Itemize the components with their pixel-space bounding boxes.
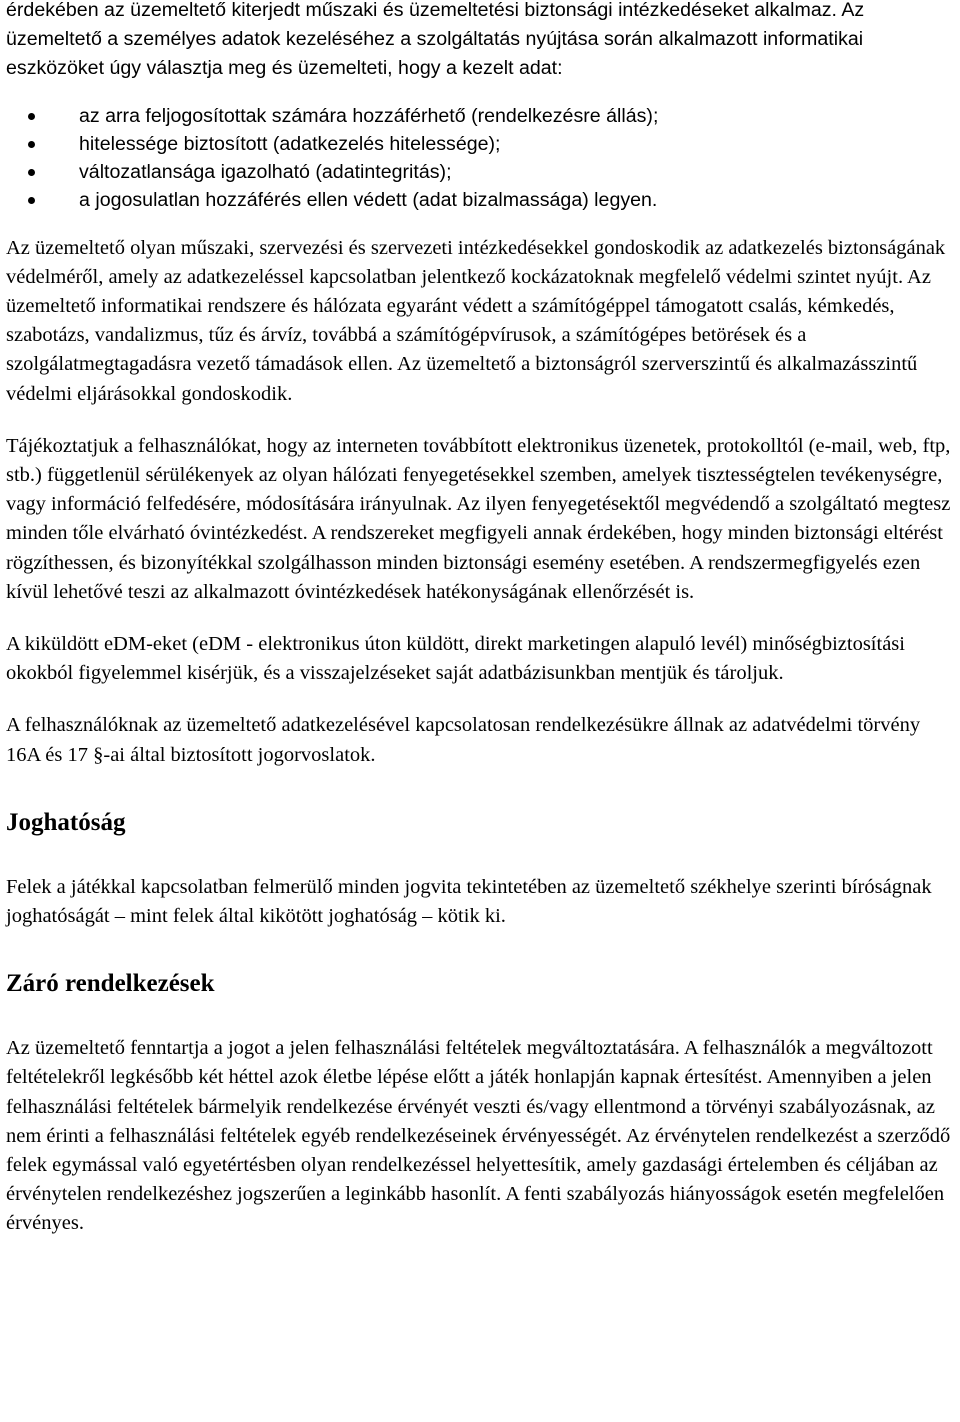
list-item-text: változatlansága igazolható (adatintegritás); [79,160,452,183]
jurisdiction-paragraph: Felek a játékkal kapcsolatban felmerülő minden jogvita tekintetében az üzemeltető székhelye szerinti bíróságnak joghatóságát – mint felek által kikötött joghatóság – kötik ki. [6,875,932,928]
list-item-text: hitelessége biztosított (adatkezelés hitelessége); [79,132,501,155]
final-provisions-paragraph: Az üzemeltető fenntartja a jogot a jelen felhasználási feltételek megváltoztatására. A felhasználók a megváltozott feltételekről legkésőbb két héttel azok életbe lépése előtt a játék honlapján kapnak értesítést. Amennyiben a jelen felhasználási feltételek bármelyik rendelkezése érvényét veszti és/vagy ellentmond a törvényi szabályozásnak, az nem érinti a felhasználási feltételek egyéb rendelkezéseinek érvényességét. Az érvénytelen rendelkezést a szerződő felek egymással való egyetértésben olyan rendelkezéssel helyettesítik, amely gazdasági értelemben és céljában az érvénytelen rendelkezéshez jogszerűen a leginkább hasonlít. A fenti szabályozás hiányosságok esetén megfelelően érvényes. [6,1037,951,1235]
list-item-text: az arra feljogosítottak számára hozzáférhető (rendelkezésre állás); [79,104,659,127]
inform-paragraph: Tájékoztatjuk a felhasználókat, hogy az interneten továbbított elektronikus üzenetek, protokolltól (e-mail, web, ftp, stb.) függetlenül sérülékenyek az olyan hálózati fenyegetésekkel szemben, amelyek tisztességtelen tevékenységre, vagy információ felfedésére, módosítására irányulnak. Az ilyen fenyegetésektől megvédendő a szolgáltató megtesz minden tőle elvárható óvintézkedést. A rendszereket megfigyeli annak érdekében, hogy minden biztonsági eltérést rögzíthessen, és bizonyítékkal szolgálhasson minden biztonsági esemény esetében. A rendszermegfigyelés ezen kívül lehetővé teszi az alkalmazott óvintézkedések hatékonyságának ellenőrzését is. [6,434,951,603]
bullet-icon [28,113,35,120]
edm-paragraph: A kiküldött eDM-eket (eDM - elektronikus úton küldött, direkt marketingen alapuló levél) minőségbiztosítási okokból figyelemmel kisérjük, és a visszajelzéseket saját adatbázisunkban mentjük és tároljuk. [6,633,905,685]
final-provisions-heading: Záró rendelkezések [6,970,215,998]
list-item [6,158,952,186]
bullet-icon [28,141,35,148]
bullet-icon [28,169,35,176]
bullet-icon [28,197,35,204]
list-item [6,130,952,158]
list-item [6,102,952,130]
list-item [6,186,952,214]
intro-paragraph: érdekében az üzemeltető kiterjedt műszaki és üzemeltetési biztonsági intézkedéseket alkalmaz. Az üzemeltető a személyes adatok kezeléséhez a szolgáltatás nyújtása során alkalmazott informatikai eszközöket úgy választja meg és üzemelteti, hogy a kezelt adat: [6,0,865,80]
list-item-text: a jogosulatlan hozzáférés ellen védett (adat bizalmassága) legyen. [79,188,658,211]
jurisdiction-heading: Joghatóság [6,808,126,836]
security-requirements-list [6,102,952,214]
rights-paragraph: A felhasználóknak az üzemeltető adatkezelésével kapcsolatosan rendelkezésükre állnak az adatvédelmi törvény 16A és 17 §-ai által biztosított jogorvoslatok. [6,714,921,766]
security-paragraph: Az üzemeltető olyan műszaki, szervezési és szervezeti intézkedésekkel gondoskodik az adatkezelés biztonságának védelméről, amely az adatkezeléssel kapcsolatban jelentkező kockázatoknak megfelelő védelmi szintet nyújt. Az üzemeltető informatikai rendszere és hálózata egyaránt védett a számítógéppel támogatott csalás, kémkedés, szabotázs, vandalizmus, tűz és árvíz, továbbá a számítógépvírusok, a számítógépes betörések és a szolgálatmegtagadásra vezető támadások ellen. Az üzemeltető a biztonságról szerverszintű és alkalmazásszintű védelmi eljárásokkal gondoskodik. [6,236,946,405]
